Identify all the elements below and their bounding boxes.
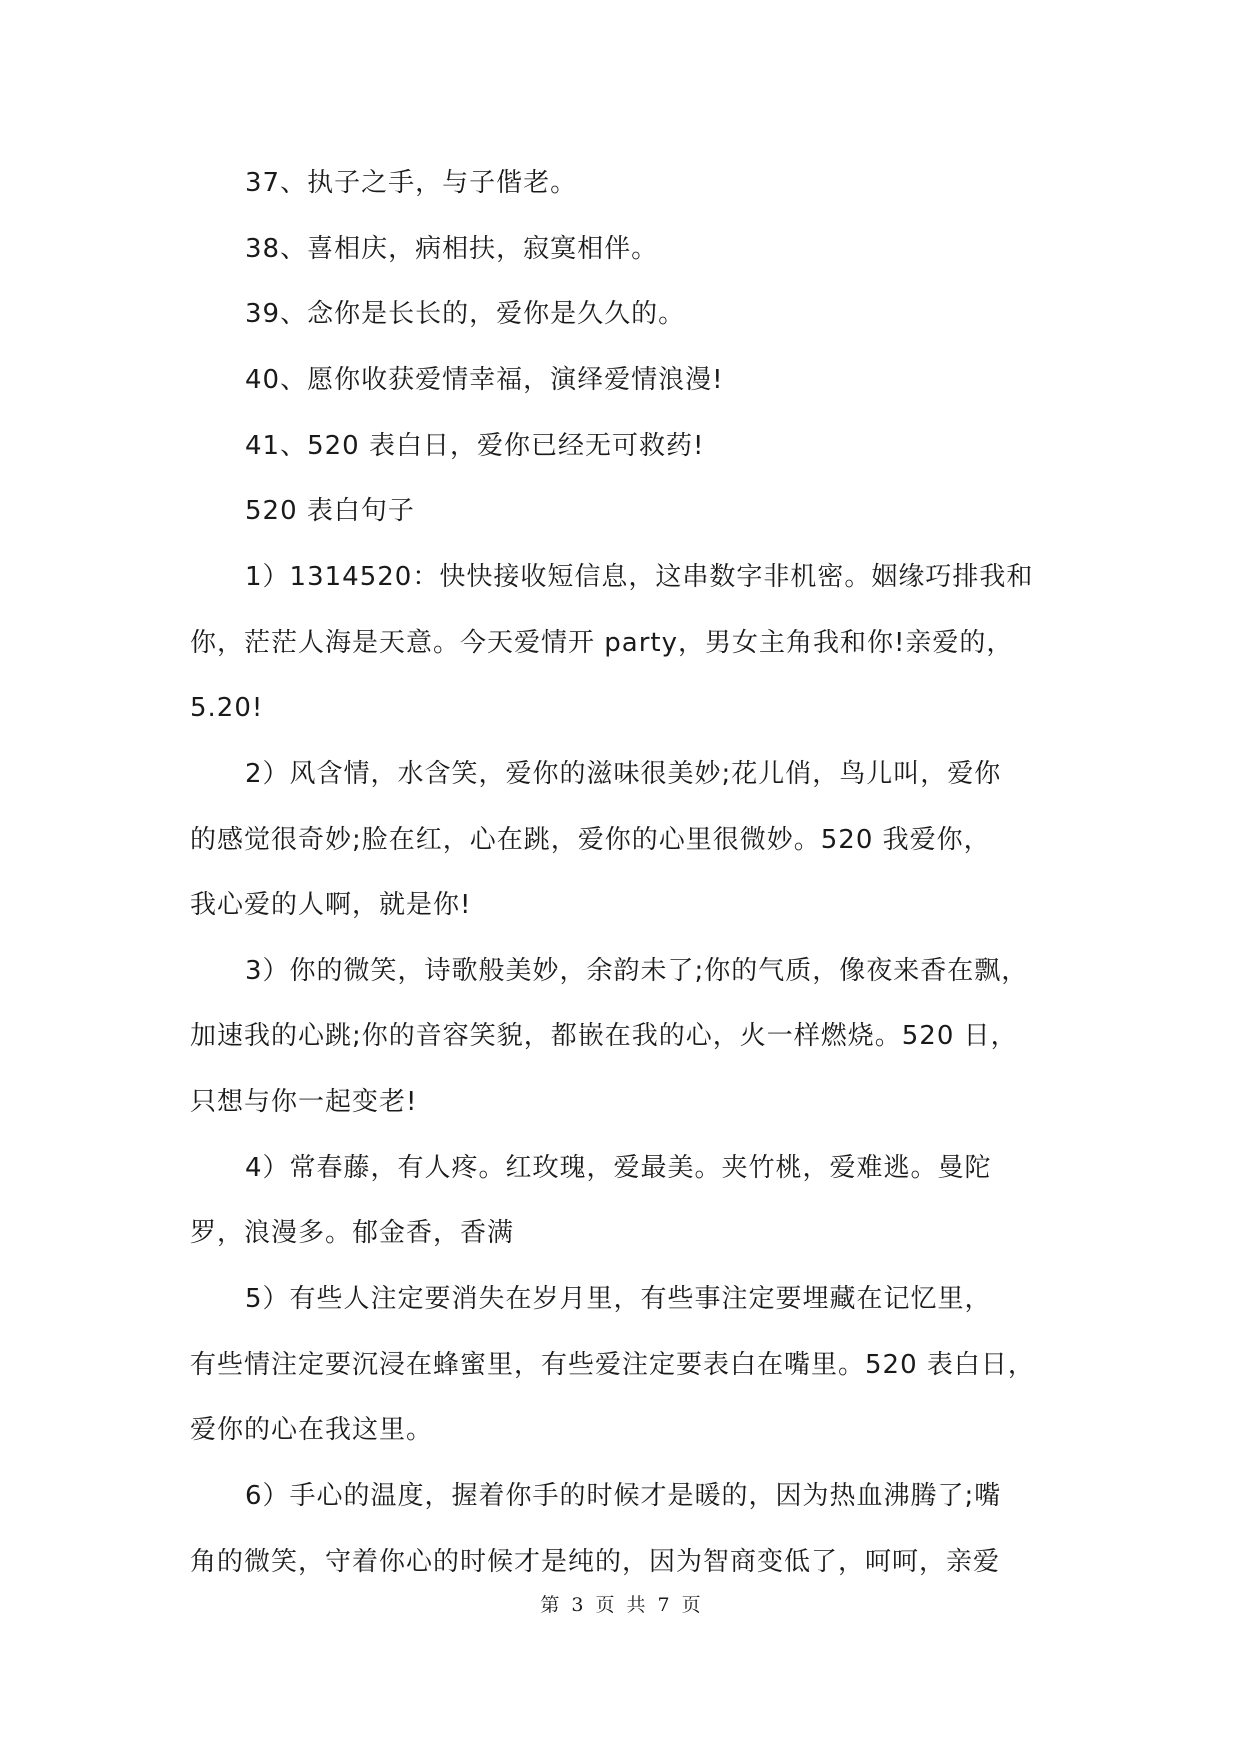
- list-item: 37、执子之手，与子偕老。: [245, 168, 578, 198]
- paragraph-line: 2）风含情，水含笑，爱你的滋味很美妙;花儿俏，鸟儿叫，爱你: [245, 759, 1002, 789]
- paragraph-line: 3）你的微笑，诗歌般美妙，余韵未了;你的气质，像夜来香在飘，: [245, 956, 1029, 986]
- paragraph-line: 爱你的心在我这里。: [190, 1415, 434, 1445]
- paragraph-line: 只想与你一起变老!: [190, 1087, 418, 1117]
- list-item: 38、喜相庆，病相扶，寂寞相伴。: [245, 234, 659, 264]
- list-item: 41、520 表白日，爱你已经无可救药!: [245, 431, 705, 461]
- paragraph-line: 有些情注定要沉浸在蜂蜜里，有些爱注定要表白在嘴里。520 表白日，: [190, 1350, 1035, 1380]
- paragraph-line: 你，茫茫人海是天意。今天爱情开 party，男女主角我和你!亲爱的，: [190, 628, 1014, 658]
- list-item: 40、愿你收获爱情幸福，演绎爱情浪漫!: [245, 365, 724, 395]
- paragraph-line: 的感觉很奇妙;脸在红，心在跳，爱你的心里很微妙。520 我爱你，: [190, 825, 991, 855]
- paragraph-line: 罗，浪漫多。郁金香，香满: [190, 1218, 515, 1248]
- list-item: 39、念你是长长的，爱你是久久的。: [245, 299, 686, 329]
- paragraph-line: 6）手心的温度，握着你手的时候才是暖的，因为热血沸腾了;嘴: [245, 1481, 1002, 1511]
- paragraph-line: 5.20!: [190, 693, 264, 723]
- paragraph-line: 5）有些人注定要消失在岁月里，有些事注定要埋藏在记忆里，: [245, 1284, 992, 1314]
- section-heading: 520 表白句子: [245, 496, 415, 526]
- paragraph-line: 角的微笑，守着你心的时候才是纯的，因为智商变低了，呵呵，亲爱: [190, 1547, 1001, 1577]
- paragraph-line: 1）1314520：快快接收短信息，这串数字非机密。姻缘巧排我和: [245, 562, 1034, 592]
- paragraph-line: 4）常春藤，有人疼。红玫瑰，爱最美。夹竹桃，爱难逃。曼陀: [245, 1153, 992, 1183]
- page-number-footer: 第 3 页 共 7 页: [540, 1594, 701, 1616]
- paragraph-line: 加速我的心跳;你的音容笑貌，都嵌在我的心，火一样燃烧。520 日，: [190, 1021, 1018, 1051]
- paragraph-line: 我心爱的人啊，就是你!: [190, 890, 472, 920]
